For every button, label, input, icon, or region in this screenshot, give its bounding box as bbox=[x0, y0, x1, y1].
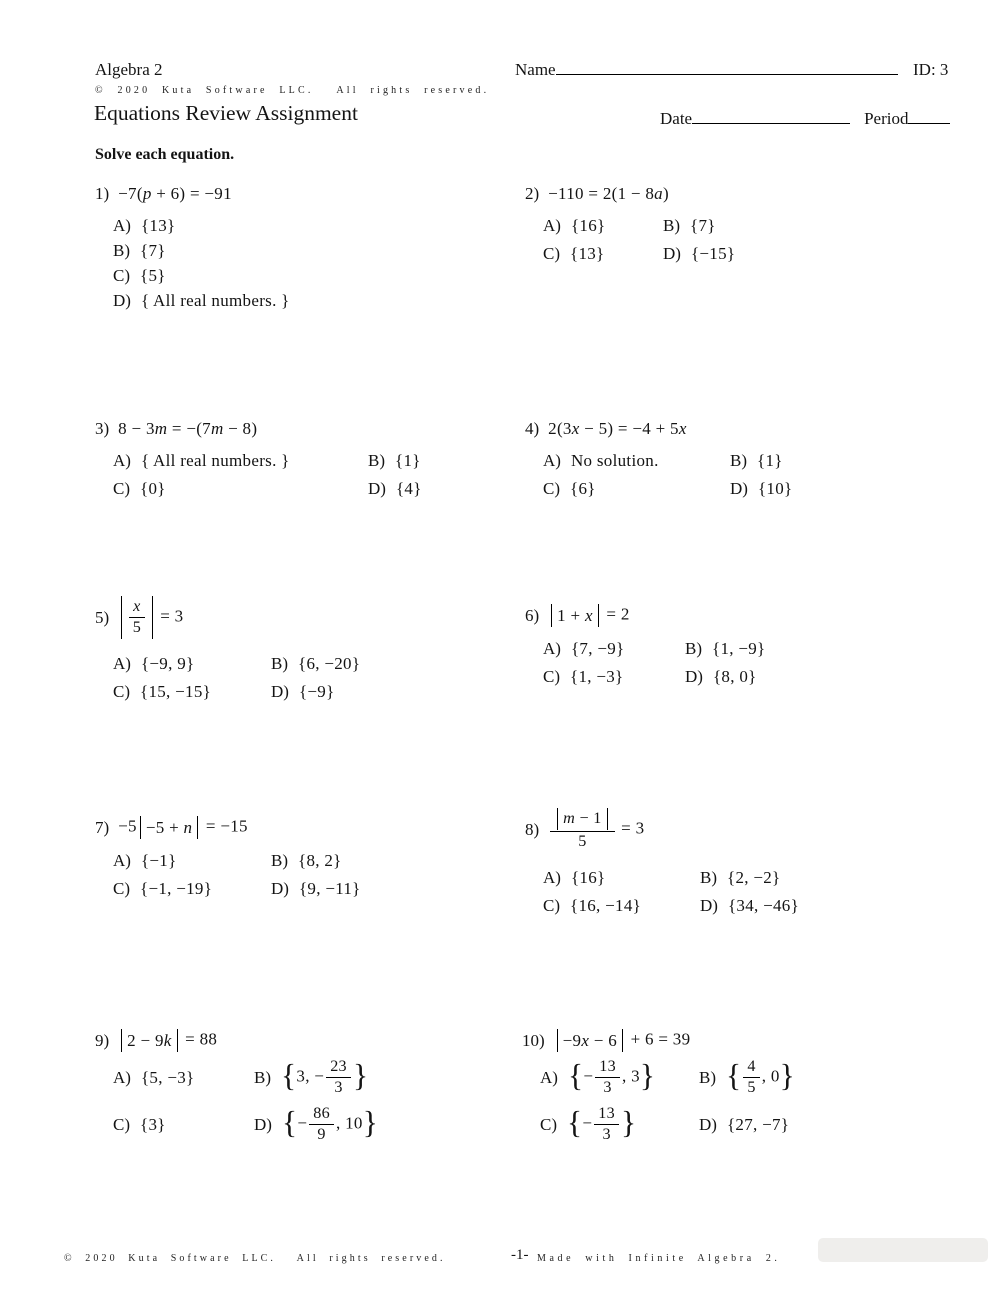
option-value: {2, −2} bbox=[727, 868, 781, 888]
option-b bbox=[368, 448, 422, 473]
question-1 bbox=[95, 184, 290, 313]
option-value: {1, −9} bbox=[712, 639, 766, 659]
option-a bbox=[543, 865, 700, 890]
name-blank-line bbox=[556, 60, 898, 75]
option-b bbox=[699, 1058, 795, 1097]
option-value: {8, 0} bbox=[712, 667, 757, 687]
option-d bbox=[254, 1105, 378, 1144]
period-blank-line bbox=[908, 109, 950, 124]
option-label: D) bbox=[663, 244, 681, 263]
option-value: {13} bbox=[140, 216, 176, 235]
date-period-fields bbox=[660, 109, 950, 129]
option-label: B) bbox=[699, 1068, 716, 1088]
option-c bbox=[543, 664, 685, 689]
option-b bbox=[700, 865, 799, 890]
equation: −7(p + 6) = −91 bbox=[118, 184, 232, 203]
option-label: A) bbox=[543, 216, 561, 235]
option-value: {13} bbox=[570, 244, 605, 263]
option-b bbox=[685, 636, 766, 661]
footer-made-with: Made with Infinite Algebra 2. bbox=[537, 1253, 781, 1264]
option-value: {−15} bbox=[690, 244, 736, 263]
instructions: Solve each equation. bbox=[95, 146, 235, 163]
question-number: 6) bbox=[525, 605, 540, 625]
question-number: 4) bbox=[525, 419, 540, 438]
option-value: {8, 2} bbox=[298, 851, 342, 871]
option-c bbox=[113, 476, 368, 501]
answer-options bbox=[543, 448, 792, 501]
answer-options bbox=[540, 1058, 795, 1144]
option-d bbox=[271, 876, 361, 901]
option-label: D) bbox=[700, 896, 718, 916]
option-label: B) bbox=[113, 241, 130, 260]
option-b bbox=[271, 848, 361, 873]
option-value: {9, −11} bbox=[298, 879, 361, 899]
option-value: No solution. bbox=[570, 451, 659, 470]
option-label: C) bbox=[113, 1115, 130, 1135]
option-label: D) bbox=[254, 1115, 272, 1135]
option-value: {1, −3} bbox=[570, 667, 624, 687]
question-number: 2) bbox=[525, 184, 540, 203]
answer-options bbox=[543, 865, 799, 918]
option-label: A) bbox=[543, 639, 561, 659]
option-label: B) bbox=[663, 216, 680, 235]
option-label: C) bbox=[543, 667, 560, 687]
option-a bbox=[543, 213, 663, 238]
question-3 bbox=[95, 419, 422, 501]
option-b bbox=[271, 651, 360, 676]
option-label: A) bbox=[113, 851, 131, 871]
option-value: {− $\frac{13}{3}$ } bbox=[567, 1104, 637, 1144]
page-number: -1- bbox=[511, 1247, 529, 1263]
option-a bbox=[113, 651, 271, 676]
equation: $\frac{m - 1}{5}$ = 3 bbox=[548, 808, 644, 851]
period-label: Period bbox=[864, 109, 909, 128]
option-value: {−1} bbox=[140, 851, 177, 871]
option-value: {16} bbox=[570, 868, 606, 888]
answer-options bbox=[113, 448, 422, 501]
question-10 bbox=[522, 1029, 795, 1144]
option-value: {1} bbox=[757, 451, 783, 470]
option-b bbox=[113, 238, 290, 263]
equation: 1 + x = 2 bbox=[548, 604, 629, 627]
equation: 8 − 3m = −(7m − 8) bbox=[118, 419, 258, 438]
option-label: D) bbox=[271, 682, 289, 702]
option-a bbox=[543, 636, 685, 661]
option-label: C) bbox=[543, 479, 560, 498]
option-value: {−9, 9} bbox=[140, 654, 195, 674]
option-value: {−1, −19} bbox=[140, 879, 213, 899]
course-name: Algebra 2 bbox=[95, 60, 163, 79]
option-value: {4} bbox=[395, 479, 422, 498]
option-value: {27, −7} bbox=[726, 1115, 790, 1135]
option-d bbox=[685, 664, 766, 689]
option-value: {16, −14} bbox=[570, 896, 642, 916]
option-value: {7} bbox=[140, 241, 166, 260]
equation: 2 − 9k = 88 bbox=[118, 1029, 217, 1052]
question-number: 9) bbox=[95, 1030, 110, 1050]
question-number: 5) bbox=[95, 607, 110, 627]
option-label: A) bbox=[540, 1068, 558, 1088]
option-c bbox=[113, 1112, 254, 1137]
option-label: B) bbox=[730, 451, 747, 470]
option-c bbox=[113, 679, 271, 704]
option-d bbox=[368, 476, 422, 501]
question-number: 8) bbox=[525, 819, 540, 839]
date-label: Date bbox=[660, 109, 693, 128]
option-value: {34, −46} bbox=[727, 896, 800, 916]
option-label: C) bbox=[543, 896, 560, 916]
option-value: { All real numbers. } bbox=[140, 451, 290, 470]
option-label: D) bbox=[113, 291, 131, 310]
option-label: C) bbox=[113, 682, 130, 702]
option-d bbox=[663, 241, 735, 266]
answer-options bbox=[543, 213, 735, 266]
option-value: { All real numbers. } bbox=[140, 291, 290, 310]
answer-options bbox=[113, 213, 290, 313]
option-b bbox=[730, 448, 792, 473]
option-label: A) bbox=[113, 654, 131, 674]
option-value: {3, − $\frac{23}{3}$ } bbox=[281, 1057, 369, 1097]
option-c bbox=[113, 876, 271, 901]
option-value: {1} bbox=[395, 451, 421, 470]
option-value: {5, −3} bbox=[140, 1068, 195, 1088]
question-number: 7) bbox=[95, 817, 110, 837]
question-number: 1) bbox=[95, 184, 110, 203]
option-a bbox=[113, 1065, 254, 1090]
option-label: B) bbox=[271, 851, 288, 871]
option-d bbox=[113, 288, 290, 313]
option-label: C) bbox=[113, 479, 130, 498]
option-value: {0} bbox=[140, 479, 166, 498]
option-c bbox=[543, 476, 730, 501]
option-value: { $\frac{4}{5}$ , 0} bbox=[726, 1057, 796, 1097]
answer-options bbox=[113, 848, 361, 901]
option-value: {6} bbox=[570, 479, 596, 498]
equation: −9x − 6 + 6 = 39 bbox=[554, 1029, 691, 1052]
question-9 bbox=[95, 1029, 378, 1144]
option-label: D) bbox=[730, 479, 748, 498]
option-label: A) bbox=[543, 868, 561, 888]
equation: −110 = 2(1 − 8a) bbox=[548, 184, 669, 203]
answer-options bbox=[113, 1058, 378, 1144]
date-blank-line bbox=[692, 109, 850, 124]
equation: 2(3x − 5) = −4 + 5x bbox=[548, 419, 687, 438]
option-label: C) bbox=[113, 879, 130, 899]
question-4 bbox=[525, 419, 792, 501]
equation: $\frac{x}{5}$ = 3 bbox=[118, 596, 183, 639]
option-label: D) bbox=[685, 667, 703, 687]
option-value: {15, −15} bbox=[140, 682, 212, 702]
name-field bbox=[515, 60, 898, 80]
option-value: {10} bbox=[757, 479, 793, 498]
question-6 bbox=[525, 604, 766, 689]
option-label: B) bbox=[271, 654, 288, 674]
option-a bbox=[540, 1058, 699, 1097]
option-d bbox=[700, 893, 799, 918]
option-value: {5} bbox=[140, 266, 166, 285]
watermark bbox=[818, 1238, 988, 1262]
option-label: D) bbox=[368, 479, 386, 498]
page-title: Equations Review Assignment bbox=[94, 101, 358, 125]
option-label: C) bbox=[540, 1115, 557, 1135]
option-label: A) bbox=[543, 451, 561, 470]
question-number: 3) bbox=[95, 419, 110, 438]
option-value: {−9} bbox=[298, 682, 335, 702]
option-label: A) bbox=[113, 216, 131, 235]
question-5 bbox=[95, 596, 360, 704]
option-value: {6, −20} bbox=[298, 654, 361, 674]
option-value: {− $\frac{86}{9}$ , 10} bbox=[281, 1104, 379, 1144]
equation: −5 −5 + n = −15 bbox=[118, 816, 248, 839]
option-value: {7, −9} bbox=[570, 639, 625, 659]
option-label: C) bbox=[113, 266, 130, 285]
option-c bbox=[540, 1105, 699, 1144]
option-c bbox=[543, 893, 700, 918]
option-label: D) bbox=[699, 1115, 717, 1135]
option-d bbox=[271, 679, 360, 704]
option-label: B) bbox=[685, 639, 702, 659]
option-label: B) bbox=[254, 1068, 271, 1088]
option-value: {3} bbox=[140, 1115, 166, 1135]
option-value: {7} bbox=[690, 216, 716, 235]
option-a bbox=[543, 448, 730, 473]
option-a bbox=[113, 213, 290, 238]
option-label: C) bbox=[543, 244, 560, 263]
option-label: B) bbox=[700, 868, 717, 888]
option-b bbox=[254, 1058, 378, 1097]
option-label: A) bbox=[113, 1068, 131, 1088]
option-d bbox=[730, 476, 792, 501]
header-copyright: © 2020 Kuta Software LLC. All rights reserved. bbox=[95, 85, 490, 96]
option-a bbox=[113, 848, 271, 873]
name-label: Name bbox=[515, 60, 556, 79]
option-c bbox=[543, 241, 663, 266]
answer-options bbox=[113, 651, 360, 704]
option-label: A) bbox=[113, 451, 131, 470]
option-a bbox=[113, 448, 368, 473]
footer-copyright: © 2020 Kuta Software LLC. All rights reserved. bbox=[64, 1253, 446, 1264]
option-label: D) bbox=[271, 879, 289, 899]
option-value: {− $\frac{13}{3}$ , 3} bbox=[567, 1057, 656, 1097]
option-b bbox=[663, 213, 735, 238]
question-number: 10) bbox=[522, 1030, 545, 1050]
worksheet-id: ID: 3 bbox=[913, 60, 949, 79]
question-7 bbox=[95, 816, 361, 901]
question-2 bbox=[525, 184, 735, 266]
option-value: {16} bbox=[570, 216, 606, 235]
option-label: B) bbox=[368, 451, 385, 470]
option-c bbox=[113, 263, 290, 288]
option-d bbox=[699, 1112, 795, 1137]
question-8 bbox=[525, 808, 799, 918]
answer-options bbox=[543, 636, 766, 689]
